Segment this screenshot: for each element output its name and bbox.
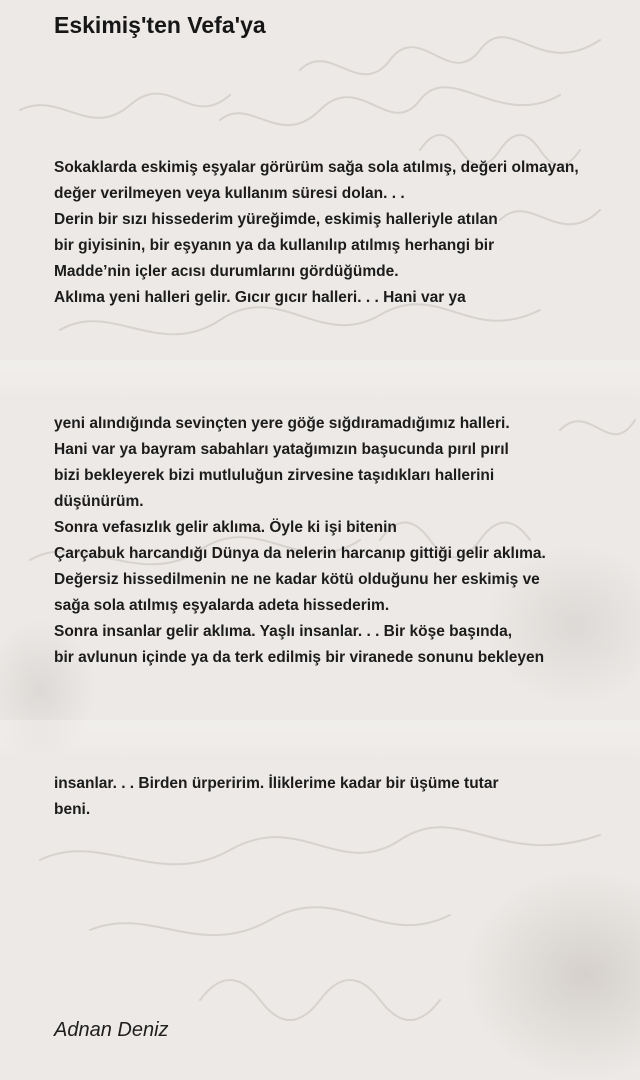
poem-line: bizi bekleyerek bizi mutluluğun zirvesine taşıdıkları hallerini bbox=[54, 467, 495, 484]
poem-line: Sokaklarda eskimiş eşyalar görürüm sağa sola atılmış, değeri olmayan, bbox=[54, 159, 579, 176]
stanza-1 bbox=[54, 155, 579, 311]
poem-line: sağa sola atılmış eşyalarda adeta hissederim. bbox=[54, 597, 390, 614]
poem-line: insanlar. . . Birden ürperirim. İliklerime kadar bir üşüme tutar bbox=[54, 775, 499, 792]
poem-line: değer verilmeyen veya kullanım süresi dolan. . . bbox=[54, 185, 405, 202]
poem-line: Madde’nin içler acısı durumlarını gördüğümde. bbox=[54, 263, 399, 280]
poem-line: Çarçabuk harcandığı Dünya da nelerin harcanıp gittiği gelir aklıma. bbox=[54, 545, 546, 562]
poem-line: Aklıma yeni halleri gelir. Gıcır gıcır halleri. . . Hani var ya bbox=[54, 289, 466, 306]
poem-line: Sonra insanlar gelir aklıma. Yaşlı insanlar. . . Bir köşe başında, bbox=[54, 623, 513, 640]
poem-line: Hani var ya bayram sabahları yatağımızın başucunda pırıl pırıl bbox=[54, 441, 509, 458]
poem-line: bir giyisinin, bir eşyanın ya da kullanılıp atılmış herhangi bir bbox=[54, 237, 495, 254]
poem-author: Adnan Deniz bbox=[54, 1019, 169, 1041]
poem-line: yeni alındığında sevinçten yere göğe sığdıramadığımız halleri. bbox=[54, 415, 510, 432]
poem-line: Değersiz hissedilmenin ne ne kadar kötü olduğunu her eskimiş ve bbox=[54, 571, 540, 588]
poem-title: Eskimiş'ten Vefa'ya bbox=[54, 12, 266, 38]
poem-line: beni. bbox=[54, 801, 91, 818]
poem-line: Derin bir sızı hissederim yüreğimde, eskimiş halleriyle atılan bbox=[54, 211, 498, 228]
poem-line: bir avlunun içinde ya da terk edilmiş bir viranede sonunu bekleyen bbox=[54, 649, 545, 666]
stanza-2 bbox=[54, 411, 546, 671]
poem-line: düşünürüm. bbox=[54, 493, 144, 510]
poem-line: Sonra vefasızlık gelir aklıma. Öyle ki işi bitenin bbox=[54, 519, 397, 536]
stanza-3 bbox=[54, 771, 498, 823]
